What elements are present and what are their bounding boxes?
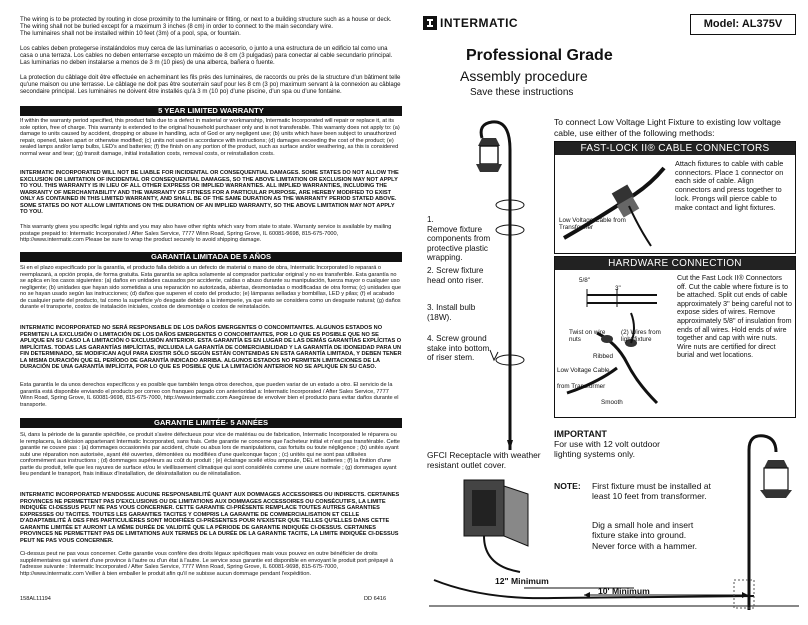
hardware-title: HARDWARE CONNECTION [555, 257, 795, 270]
hardware-wiring-illustration [557, 273, 669, 415]
save-note: Save these instructions [470, 87, 574, 98]
step-3-text: Install bulb (18W). [427, 303, 476, 322]
label-from-transformer: from Transformer [557, 383, 606, 390]
label-five-eighths: 5/8" [579, 277, 590, 284]
intro-spanish: Los cables deben protegerse instalándolos muy cerca de las luminarias o accesorio, o junto a una estructura de un edificio tal como una casa o una terraza. Los cables no deben enterrarse excepto un máximo de 8 cm (3 pulgadas) para conectar al cable secundario principal. Las luminarias no deben instalarse a menos de 3 m (10 pies) de una alberca, bañera o fuente. [20, 45, 393, 67]
model-box: Model: AL375V [690, 14, 796, 35]
step-4 [427, 334, 497, 363]
step-1-text: Remove fixture components from protective plastic wrapping. [427, 224, 491, 263]
important-text: For use with 12 volt outdoor lighting systems only. [554, 439, 661, 460]
step-4-number: 4. [427, 334, 434, 343]
step-4-text: Screw ground stake into bottom of riser stem. [427, 334, 490, 363]
page-title: Professional Grade [466, 47, 613, 64]
label-twist-wire-nuts: Twist on wire nuts [569, 329, 606, 344]
warranty-fr-disclaimer: INTERMATIC INCORPORATED N'ENDOSSE AUCUNE RESPONSABILITÉ QUANT AUX DOMMAGES ACCESSOIRES OU INDIRECTS. CERTAINES PROVINCES NE PERMETTENT PAS D'EXCLUSIONS OU DE LIMITATIONS AUX DOMMAGES ACCESSOIRES OU CONSÉCUTIFS, LA LIMITE INDIQUÉE CI-DESSUS PEUT NE PAS VOUS CONCERNER. CETTE GARANTIE CI-PRÉSENTE REMPLACE TOUTES AUTRES GARANTIES EXPRESSES OU TACITES. TOUTES LES GARANTIES TACITES Y COMPRIS LA GARANTIE DE COMMERCIALISATION ET CELLE D'ADAPTABILITÉ À DES FINS PARTICULIÈRES SONT MODIFIÉES CI-PRÉSENTES POUR N'EXISTER QUE TELLES QU'ELLES DANS CETTE GARANTIE LIMITÉE ET AURONT LA MÊME DURÉE DE VALIDITÉ QUE LA PÉRIODE DE GARANTIE INDIQUÉE CI-DESSUS. CERTAINES PROVINCES NE PERMETTENT PAS DE LIMITATIONS AUX TERMES DE LA DURÉE DE LA GARANTIE TACITE, LA LIMITE INDIQUÉE CI-DESSUS PEUT NE PAS VOUS CONCERNER. [20, 492, 400, 544]
label-two-wires: (2) Wires from light fixture [621, 329, 661, 344]
footer-code: 158AL11194 [20, 596, 51, 602]
important-title: IMPORTANT [554, 429, 607, 439]
intro-line: The luminaires shall not be installed within 10 feet (3m) of a pool, spa, or fountain. [20, 30, 241, 38]
label-smooth: Smooth [601, 399, 623, 406]
warranty-en-disclaimer: INTERMATIC INCORPORATED WILL NOT BE LIABLE FOR INCIDENTAL OR CONSEQUENTIAL DAMAGES. SOME STATES DO NOT ALLOW THE EXCLUSION OR LIMITATION OF INCIDENTAL OR CONSEQUENTIAL DAMAGES, SO THE ABOVE LIMITATION OR EXCLUSION MAY NOT APPLY TO YOU. THIS WARRANTY IS IN LIEU OF ALL OTHER EXPRESS OR IMPLIED WARRANTIES. ALL IMPLIED WARRANTIES, INCLUDING THE WARRANTY OF MERCHANTABILITY AND THE WARRANTY OF FITNESS FOR A PARTICULAR PURPOSE, ARE HEREBY MODIFIED TO EXIST ONLY AS CONTAINED IN THIS LIMITED WARRANTY, AND SHALL BE OF THE SAME DURATION AS THE WARRANTY PERIOD STATED ABOVE. SOME STATES DO NOT ALLOW LIMITATIONS ON THE DURATION OF AN IMPLIED WARRANTY, SO THE ABOVE LIMITATION MAY NOT APPLY TO YOU. [20, 170, 399, 215]
step-3 [427, 303, 497, 322]
dig-instructions: Dig a small hole and insert fixture stake into ground. Never force with a hammer. [592, 520, 698, 551]
gfci-label: GFCI Receptacle with weather resistant outlet cover. [427, 450, 541, 471]
page-subtitle: Assembly procedure [460, 68, 588, 84]
fastlock-title: FAST-LOCK II® CABLE CONNECTORS [555, 142, 795, 155]
brand-name: INTERMATIC [440, 16, 519, 30]
label-low-voltage-cable: Low Voltage Cable [557, 367, 610, 374]
warranty-fr-title: GARANTIE LIMITÉE- 5 ANNÉES [20, 418, 402, 428]
step-1 [427, 215, 497, 263]
warranty-es-disclaimer: INTERMATIC INCORPORATED NO SERÁ RESPONSABLE DE LOS DAÑOS EMERGENTES O CONCOMITANTES. ALGUNOS ESTADOS NO PERMITEN LA EXCLUSIÓN O LIMITACIÓN DE LOS DAÑOS EMERGENTES O CONCOMITANTES, POR LO QUE ES POSIBLE QUE NO SE APLIQUE EN SU CASO LA LIMITACIÓN O EXCLUSIÓN ANTERIOR. ESTA GARANTÍA ES EN LUGAR DE LAS DEMÁS GARANTÍAS EXPLÍCITAS O IMPLÍCITAS. TODAS LAS GARANTÍAS IMPLÍCITAS, INCLUIDA LA GARANTÍA DE COMERCIABILIDAD Y LA GARANTÍA DE IDONEIDAD PARA UN FIN DETERMINADO, SE MODIFICAN AQUÍ PARA EXISTIR SÓLO SEGÚN ESTÁN CONTENIDAS EN ESTA GARANTÍA LIMITADA, Y DEBEN TENER LA MISMA DURACIÓN QUE EL PERÍODO DE GARANTÍA INDICADO ARRIBA. ALGUNOS ESTADOS NO PERMITEN LIMITACIONES DE LA DURACIÓN DE UNA GARANTÍA IMPLÍCITA, POR LO QUE ES POSIBLE QUE LA LIMITACIÓN ANTERIOR NO SE APLIQUE EN SU CASO. [20, 325, 402, 370]
fastlock-text: Attach fixtures to cable with cable connectors. Place 1 connector on each side of cable. Align connectors and press together to lock. Prongs will pierce cable to make contact and light fixtures. [675, 159, 784, 212]
warranty-en-service: This warranty gives you specific legal rights and you may also have other rights which vary from state to state. Warranty service is available by mailing postage prepaid to: Intermatic Incorporated / After Sales Service, 7777 Winn Road, Spring Grove, IL 60081-9698, 815-675-7000, http://www.intermatic.com Please be sure to wrap the product securely to avoid shipping damage. [20, 224, 392, 243]
step-2 [427, 266, 497, 285]
warranty-en-body: If within the warranty period specified, this product fails due to a defect in material or workmanship, Intermatic Incorporated will repair or replace it, at its sole option, free of charge. This warranty is extended to the original household purchaser only and is not transferable. This warranty does not apply to: (a) damage to units caused by accident, dropping or abuse in handling, acts of God or any negligent use; (b) units which have been subject to unauthorized repair, opened, taken apart or otherwise modified; (c) units not used in accordance with instructions; (d) damages exceeding the cost of the product; (e) sealed lamps and/or lamp bulbs, LED's and batteries; (f) the finish on any portion of the product, such as surface and/or weathering, as this is considered normal wear and tear; (g) transit damage, initial installation costs, removal costs, or reinstallation costs. [20, 118, 400, 157]
step-3-number: 3. [427, 303, 434, 312]
step-2-text: Screw fixture head onto riser. [427, 266, 484, 285]
warranty-en-title: 5 YEAR LIMITED WARRANTY [20, 106, 402, 116]
hardware-panel [554, 256, 796, 418]
twelve-inch-minimum: 12" Minimum [495, 576, 549, 586]
intro-english [20, 16, 402, 37]
connect-instructions: To connect Low Voltage Light Fixture to existing low voltage cable, use either of the following methods: [554, 117, 781, 138]
label-ribbed: Ribbed [593, 353, 613, 360]
note-label: NOTE: [554, 481, 581, 491]
footer-dd: DD 6416 [364, 596, 387, 602]
fastlock-connector-illustration [559, 158, 669, 248]
note-text: First fixture must be installed at least 10 feet from transformer. [592, 481, 711, 502]
warranty-fr-service: Ci-dessus peut ne pas vous concerner. Cette garantie vous confère des droits légaux spécifiques mais vous pouvez en outre bénéficier de droits supplémentaires qui varient d'une province à l'autre ou d'un état à l'autre. Le service sous garantie est disponible en envoyant le produit port prépayé à l'adresse suivante : Intermatic Incorporated / After Sales Service, 7777 Winn Road, Spring Grove, IL 60081-9698, 815-675-7000, http://www.intermatic.com Veiller à bien emballer le produit afin qu'il ne subisse aucun dommage pendant l'expédition. [20, 551, 394, 577]
warranty-fr-body: Si, dans la période de la garantie spécifiée, ce produit s'avère défectueux pour vice de matériau ou de fabrication, Intermatic Incorporated le réparera ou le remplacera, la décision appartenant Intermatic Incorporated, sans frais. Cette garantie ne concerne que l'acheteur initial et n'est pas transférable. Cette garantie ne couvre pas : (a) dommages occasionnés par accident, chute ou abus lors de manipulations, cas fortuits ou toute négligence ; (b) unités ayant subi une réparation non autorisée, ayant été ouvertes, démontées ou modifiées d'une quelconque façon ; (c) unités qui ne sont pas utilisées conformément aux instructions ; (d) dommages supérieurs au coût du produit ; (e) éclairage scellé et/ou ampoule, DEL et batteries ; (f) la finition d'une partie du produit, telle que les rayures de surface et/ou le vieillissement climatique qui sont considérés comme une usure normale ; (g) dommages ayant lieu pendant le transport, frais initiaux d'installation, de désinstallation ou de réinstallation. [20, 432, 400, 477]
warranty-es-title: GARANTÍA LIMITADA DE 5 AÑOS [20, 252, 402, 262]
fastlock-panel [554, 141, 796, 254]
ten-foot-minimum: 10' Minimum [598, 586, 650, 596]
intro-line: The wiring is to be protected by routing in close proximity to the luminaire or fitting, or next to a building structure such as a house or deck. [20, 16, 392, 23]
fastlock-cable-label: Low Voltage Cable from Transformer [559, 217, 626, 232]
step-1-number: 1. [427, 215, 434, 224]
intro-line: The wiring shall not be buried except for a maximum 3 inches (8 cm) in order to connect to the main secondary wire. [20, 23, 333, 31]
warranty-es-body: Si en el plazo especificado por la garantía, el producto falla debido a un defecto de material o mano de obra, Intermatic Incorporated lo reparará o reemplazará, a opción propia, de forma gratuita. Esta garantía se aplica solamente al comprador particular original y no es transferible. Esta garantía no se aplica en los casos siguientes: (a) daños en unidades causados por accidente, caídas o abuso durante su manipulación, fuerza mayor o cualquier uso negligente; (b) unidades que hayan sido sometidas a una reparación no autorizada, abiertas, desmontadas o modificadas de otra forma; (c) unidades que no se hayan usado según las instrucciones; (d) daños que superen el costo del producto; (e) lámparas selladas y bombillas, LED y pilas; (f) el acabado de cualquier parte del producto, tal como la superficie y/o desgaste debido a la intemperie, ya que esto se considera como un desgaste natural; (g) daños durante el transporte, costos de instalación iniciales, costos de desmontaje o costos de reinstalación. [20, 265, 401, 310]
step-2-number: 2. [427, 266, 434, 275]
label-three-inch: 3" [615, 285, 621, 292]
intro-french: La protection du câblage doit être effectuée en acheminant les fils près des luminaires, de raccords ou près de la structure d'un bâtiment telle qu'une maison ou une terrasse. Le câblage ne doit pas être souterrain sauf pour les 8 cm (3 po) maximum servant à la connexion au câblage secondaire principal. Les luminaires ne doivent être installés qu'à 3 m (10 po) d'une piscine, d'un spa ou d'une fontaine. [20, 74, 401, 96]
hardware-text: Cut the Fast Lock II® Connectors off. Cut the cable where fixture is to be attached. Split cut ends of cable approximately 3" being careful not to expose sides of wires. Remove approximately 5/8" of insulation from ends of all wires. Hold ends of wire together and cap with wire nuts. Wire nuts are certified for direct burial and wet locations. [677, 274, 792, 360]
warranty-es-service: Esta garantía le da unos derechos específicos y es posible que también tenga otros derechos, que pueden variar de un estado a otro. El servicio de la garantía está disponible enviando el producto por correo con franqueo pagado con anterioridad a: Intermatic Incorporated / After Sales Service, 7777 Winn Road, Spring Grove, IL 60081-9698, 815-675-7000, http://www.intermatic.com Asegúrese de envolver bien el producto para evitar daños durante el transporte. [20, 382, 399, 408]
